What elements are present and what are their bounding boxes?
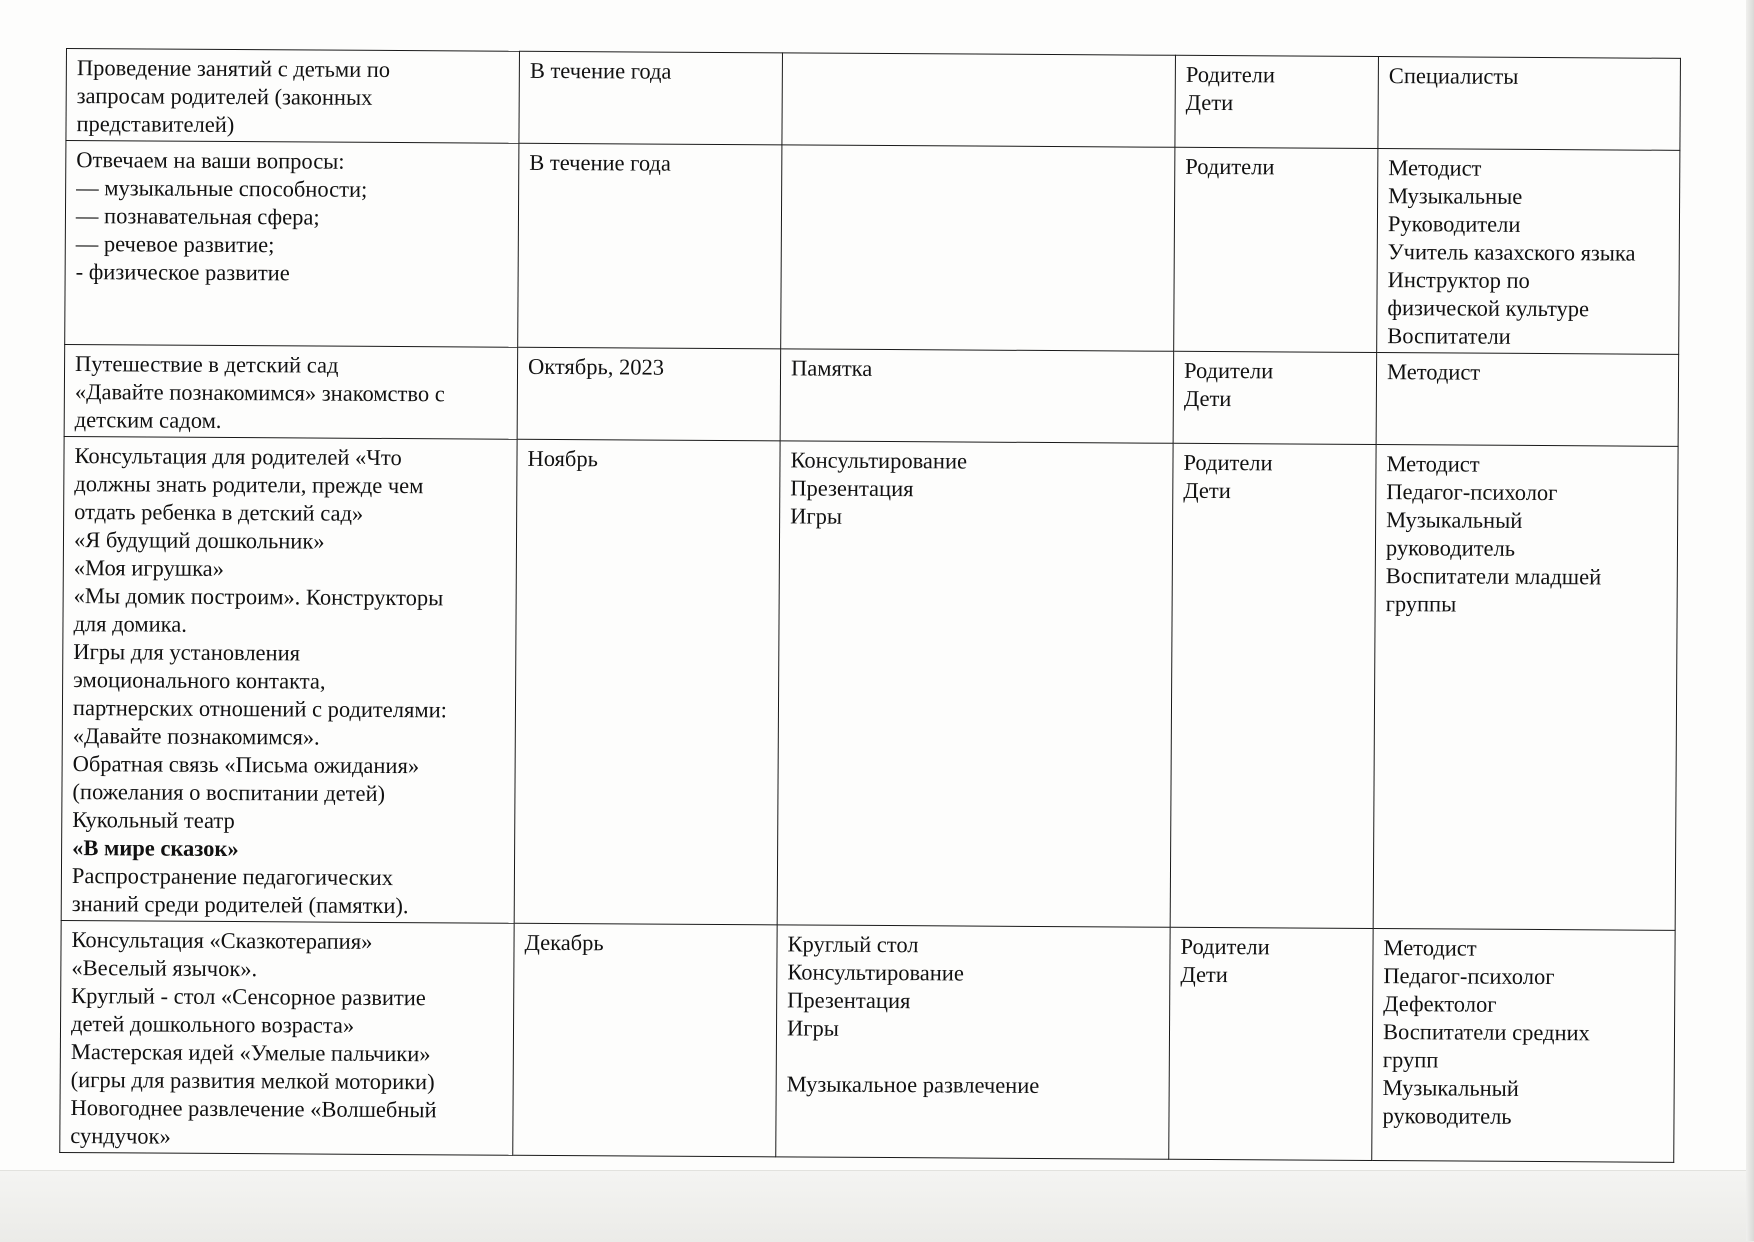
event-line: для домика. xyxy=(73,611,187,637)
cell-participants xyxy=(1174,147,1378,352)
form-line: Игры xyxy=(790,503,843,529)
cell-form xyxy=(777,441,1173,927)
table-row xyxy=(64,344,1679,446)
event-line: Путешествие в детский сад xyxy=(74,351,339,378)
event-line: Круглый - стол «Сенсорное развитие xyxy=(71,983,426,1011)
cell-participants xyxy=(1173,351,1377,444)
event-line: представителей) xyxy=(76,111,235,138)
event-line: знаний среди родителей (памятки). xyxy=(71,891,409,919)
timing-line: В течение года xyxy=(529,149,671,176)
form-line: Консультирование xyxy=(787,959,964,986)
event-line: партнерских отношений с родителями: xyxy=(72,695,447,723)
responsible-line: руководитель xyxy=(1382,1103,1512,1129)
participants-line: Дети xyxy=(1183,385,1232,412)
table-row xyxy=(61,436,1678,930)
event-line: Игры для установления xyxy=(73,639,301,666)
table-row xyxy=(60,920,1675,1162)
cell-timing xyxy=(518,143,782,349)
responsible-line: группы xyxy=(1385,591,1457,617)
cell-event xyxy=(65,141,519,348)
responsible-line: Музыкальные xyxy=(1388,183,1523,209)
cell-event xyxy=(61,436,517,923)
cell-timing xyxy=(513,923,777,1157)
responsible-line: Методист xyxy=(1388,155,1482,181)
responsible-line: Педагог-психолог xyxy=(1383,963,1555,990)
event-line: (пожелания о воспитании детей) xyxy=(72,779,386,806)
cell-participants xyxy=(1169,927,1373,1160)
cell-responsible xyxy=(1376,353,1679,447)
cell-timing xyxy=(517,347,781,441)
responsible-line: руководитель xyxy=(1385,535,1516,561)
responsible-line: Педагог-психолог xyxy=(1386,479,1558,506)
form-line: Презентация xyxy=(787,987,911,1014)
responsible-line: Дефектолог xyxy=(1383,991,1497,1017)
responsible-line: Воспитатели средних xyxy=(1382,1019,1590,1046)
page-bottom-edge xyxy=(0,1170,1754,1242)
event-line: Консультация для родителей «Что xyxy=(74,443,402,471)
participants-line: Родители xyxy=(1183,449,1273,476)
cell-responsible xyxy=(1377,149,1680,355)
plan-table xyxy=(59,48,1681,1163)
event-line: (игры для развития мелкой моторики) xyxy=(70,1067,435,1095)
event-line: - физическое развитие xyxy=(75,259,290,286)
responsible-line: Воспитатели xyxy=(1387,323,1511,349)
event-line: Отвечаем на ваши вопросы: xyxy=(76,147,345,174)
timing-line: Декабрь xyxy=(524,929,604,956)
responsible-line: Учитель казахского языка xyxy=(1387,239,1636,266)
timing-line: В течение года xyxy=(529,57,672,84)
form-line: Игры xyxy=(786,1015,839,1041)
form-line: Презентация xyxy=(790,475,914,502)
event-line: Обратная связь «Письма ожидания» xyxy=(72,751,420,779)
participants-line: Родители xyxy=(1180,933,1270,960)
participants-line: Дети xyxy=(1185,89,1234,116)
event-line: «Веселый язычок». xyxy=(71,955,258,982)
cell-event xyxy=(60,920,514,1155)
event-line: Кукольный театр xyxy=(72,807,235,834)
timing-line: Октябрь, 2023 xyxy=(527,353,665,380)
event-line: «Давайте познакомимся». xyxy=(72,723,320,750)
responsible-line: Инструктор по xyxy=(1387,267,1530,293)
form-line: Консультирование xyxy=(790,447,968,474)
plan-table-wrapper xyxy=(59,48,1680,1163)
cell-timing xyxy=(519,51,783,145)
event-line: детским садом. xyxy=(74,407,222,433)
responsible-line: групп xyxy=(1382,1047,1439,1073)
cell-form xyxy=(776,925,1170,1159)
participants-line: Родители xyxy=(1185,61,1276,88)
event-line: «В мире сказок» xyxy=(72,835,239,862)
table-row xyxy=(65,141,1680,355)
responsible-line: Специалисты xyxy=(1388,63,1519,89)
page-right-edge xyxy=(1746,0,1754,1241)
event-line: сундучок» xyxy=(70,1123,171,1149)
cell-participants xyxy=(1175,55,1379,148)
event-line: Новогоднее развлечение «Волшебный xyxy=(70,1095,437,1123)
cell-form xyxy=(780,349,1174,443)
responsible-line: Музыкальный xyxy=(1386,507,1523,533)
form-line xyxy=(787,1042,1159,1072)
plan-table-body xyxy=(60,49,1681,1163)
event-line: отдать ребенка в детский сад» xyxy=(74,499,364,526)
event-line: «Я будущий дошкольник» xyxy=(73,527,325,554)
event-line: Распространение педагогических xyxy=(71,863,394,891)
event-line: «Мы домик построим». Конструкторы xyxy=(73,583,444,611)
form-line: Памятка xyxy=(790,355,873,381)
responsible-line: Методист xyxy=(1383,935,1477,961)
cell-responsible xyxy=(1378,57,1681,151)
timing-line: Ноябрь xyxy=(527,445,598,472)
event-line: — речевое развитие; xyxy=(75,231,275,258)
cell-timing xyxy=(514,439,780,925)
cell-responsible xyxy=(1373,445,1678,931)
responsible-line: Музыкальный xyxy=(1382,1075,1519,1101)
table-row xyxy=(66,49,1681,151)
responsible-line: Руководители xyxy=(1387,211,1521,237)
participants-line: Родители xyxy=(1183,357,1274,384)
responsible-line: Методист xyxy=(1386,451,1480,477)
event-line: «Давайте познакомимся» знакомство с xyxy=(74,379,445,407)
event-line: — музыкальные способности; xyxy=(76,175,368,202)
event-line: Мастерская идей «Умелые пальчики» xyxy=(70,1039,431,1067)
cell-event xyxy=(66,49,520,144)
responsible-line: Методист xyxy=(1386,359,1481,385)
event-line: «Моя игрушка» xyxy=(73,555,225,581)
cell-form xyxy=(781,145,1175,351)
form-line: Музыкальное развлечение xyxy=(786,1071,1040,1098)
event-line: Консультация «Сказкотерапия» xyxy=(71,927,373,954)
event-line: детей дошкольного возраста» xyxy=(70,1011,355,1038)
cell-event xyxy=(64,344,518,439)
participants-line: Дети xyxy=(1180,961,1228,988)
event-line: — познавательная сфера; xyxy=(75,203,320,230)
participants-line: Дети xyxy=(1183,477,1231,504)
event-line: Проведение занятий с детьми по xyxy=(76,55,391,82)
event-line: должны знать родители, прежде чем xyxy=(74,471,424,499)
responsible-line: физической культуре xyxy=(1387,295,1590,322)
cell-participants xyxy=(1170,443,1376,928)
responsible-line: Воспитатели младшей xyxy=(1385,563,1602,590)
event-line: эмоционального контакта, xyxy=(73,667,326,694)
cell-responsible xyxy=(1372,929,1675,1163)
form-line: Круглый стол xyxy=(787,931,919,958)
event-line: запросам родителей (законных xyxy=(76,83,373,110)
cell-form xyxy=(782,53,1176,147)
participants-line: Родители xyxy=(1185,153,1275,180)
